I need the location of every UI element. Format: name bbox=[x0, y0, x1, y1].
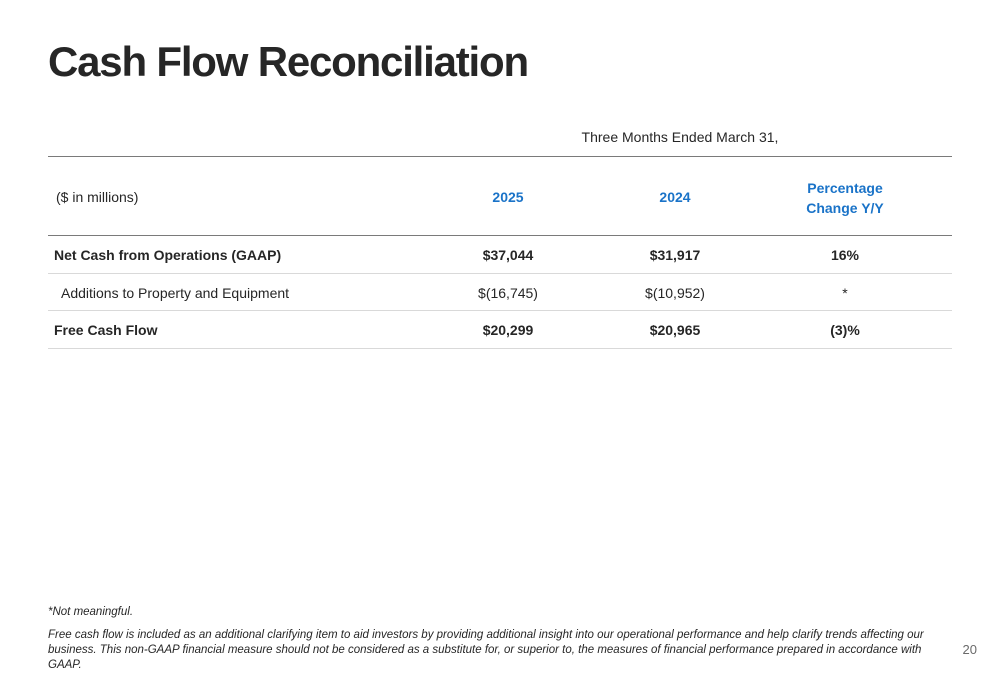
column-header-percentage-line1: Percentage bbox=[807, 180, 883, 196]
column-header-2024: 2024 bbox=[659, 189, 691, 205]
column-header-2025: 2025 bbox=[492, 189, 524, 205]
column-header-percentage-change bbox=[780, 178, 910, 218]
row-value-2025: $(16,745) bbox=[478, 285, 538, 301]
page-title: Cash Flow Reconciliation bbox=[48, 38, 528, 85]
row-label-free-cash-flow: Free Cash Flow bbox=[54, 322, 158, 338]
column-header-percentage-line2: Change Y/Y bbox=[806, 200, 884, 216]
row-divider bbox=[48, 310, 952, 311]
header-bottom-rule bbox=[48, 235, 952, 236]
row-label-net-cash-operations: Net Cash from Operations (GAAP) bbox=[54, 247, 282, 263]
row-label-additions-ppe: Additions to Property and Equipment bbox=[61, 285, 290, 301]
row-value-2024: $(10,952) bbox=[645, 285, 705, 301]
period-header: Three Months Ended March 31, bbox=[581, 129, 779, 145]
row-value-pct-change: (3)% bbox=[830, 322, 860, 338]
footnote-free-cash-flow: Free cash flow is included as an additional clarifying item to aid investors by providing additional insight into our operational performance and help clarify trends affecting our business. This non-GAAP financial measure should not be considered as a substitute for, or superior to, the measures of financial performance prepared in accordance with GAAP. bbox=[48, 629, 924, 671]
row-value-2025: $20,299 bbox=[482, 322, 534, 338]
row-value-2024: $20,965 bbox=[649, 322, 701, 338]
row-divider bbox=[48, 273, 952, 274]
units-label: ($ in millions) bbox=[56, 189, 139, 205]
page-number: 20 bbox=[962, 642, 977, 657]
row-value-2025: $37,044 bbox=[482, 247, 534, 263]
table-bottom-rule bbox=[48, 348, 952, 349]
row-value-2024: $31,917 bbox=[649, 247, 701, 263]
footnote-not-meaningful: *Not meaningful. bbox=[48, 606, 134, 618]
row-value-pct-change: * bbox=[842, 285, 848, 301]
row-value-pct-change: 16% bbox=[830, 247, 860, 263]
table-top-rule bbox=[48, 156, 952, 157]
